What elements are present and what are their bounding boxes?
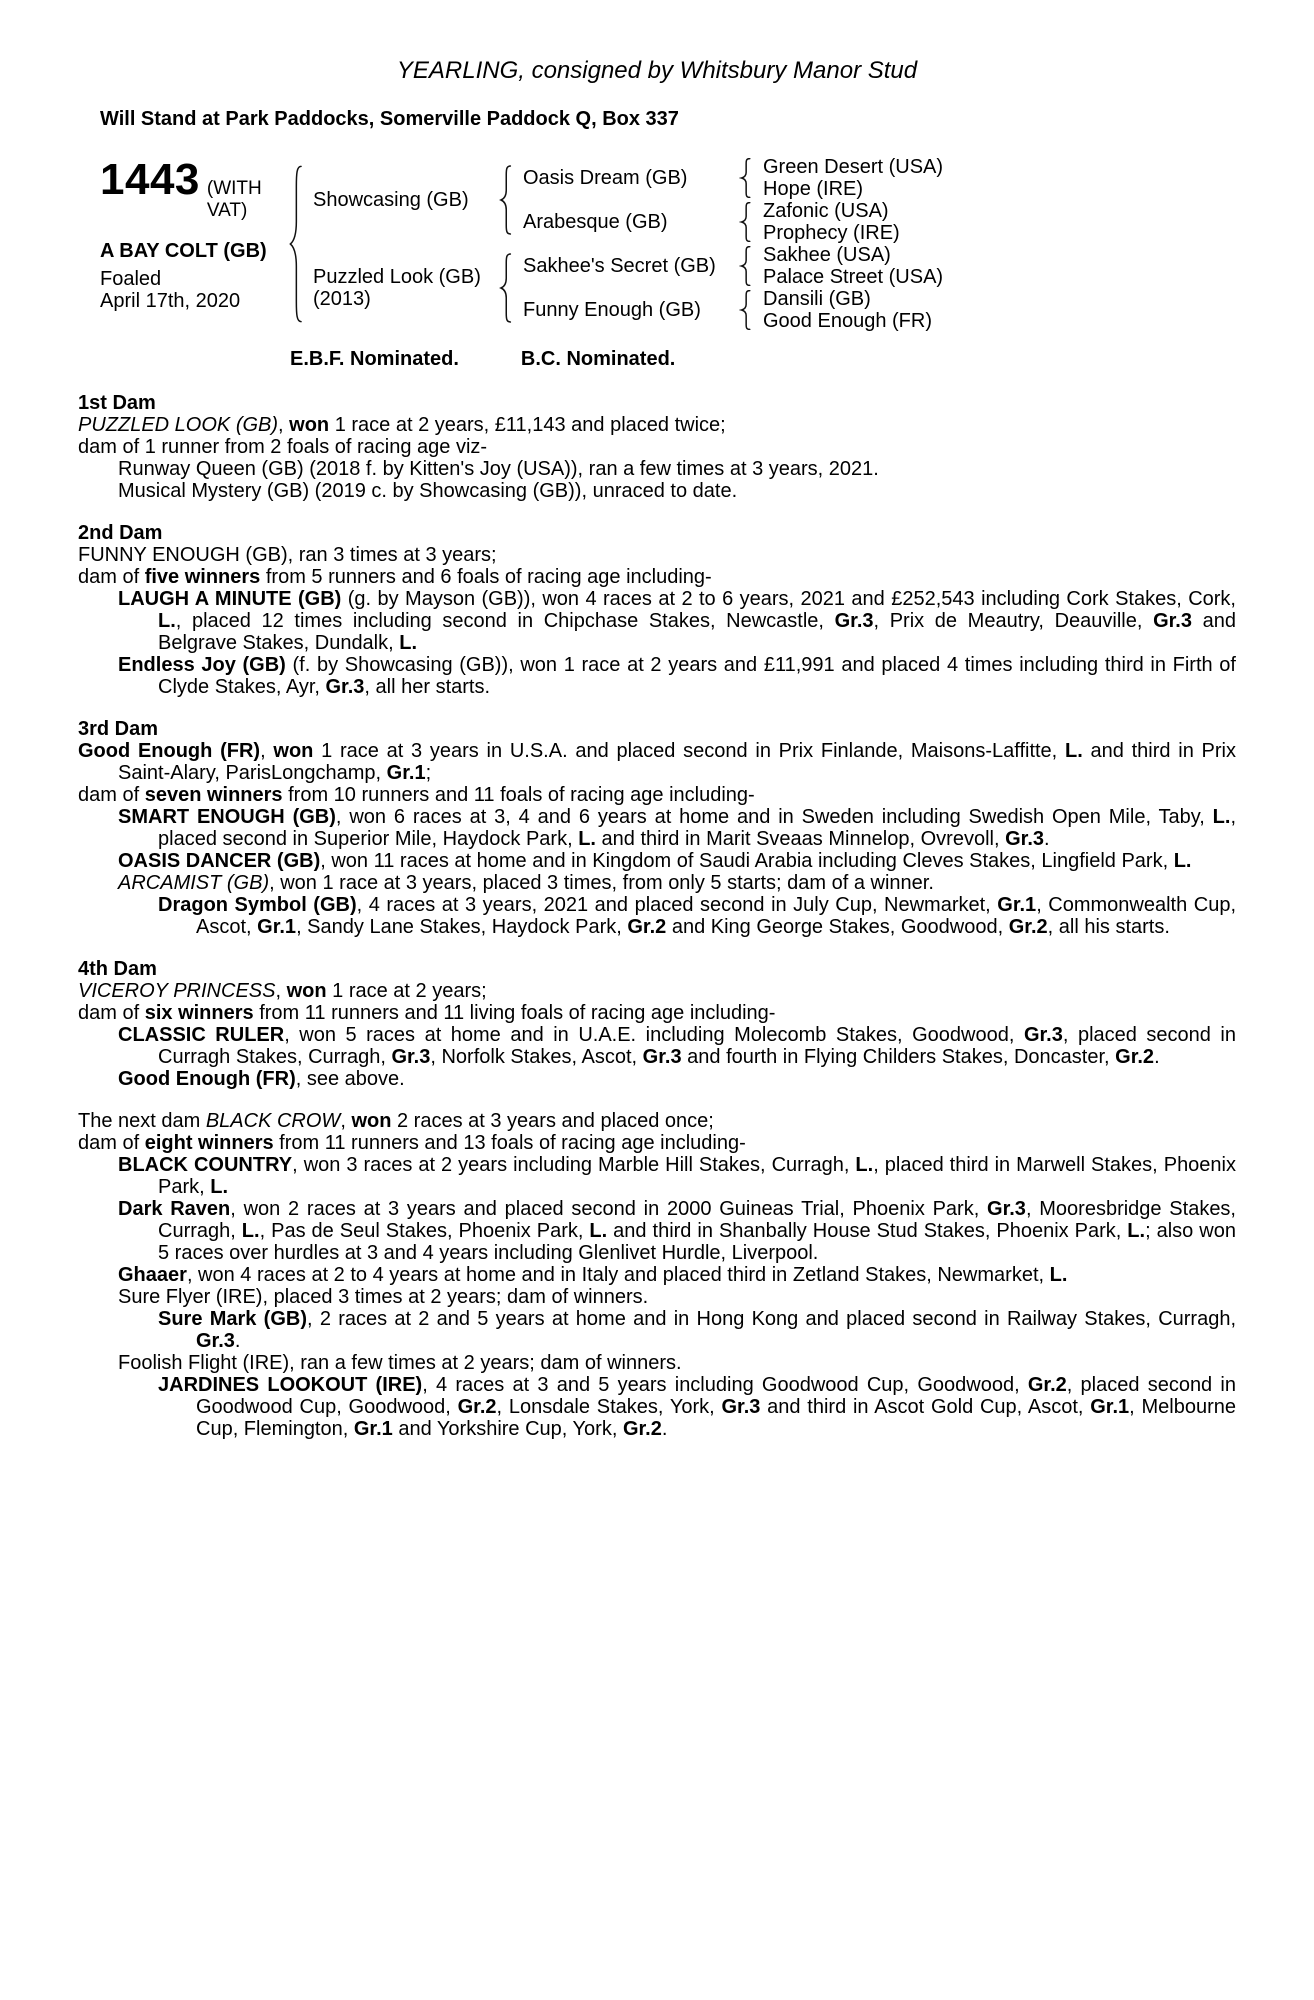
- lot-number-line: [100, 155, 285, 222]
- dam-section: [78, 392, 1236, 502]
- dam-section: [78, 718, 1236, 938]
- brace-icon: [739, 290, 752, 330]
- sire-generation: [495, 156, 943, 244]
- pedigree-paragraph: PUZZLED LOOK (GB), won 1 race at 2 years, £11,143 and placed twice;: [78, 414, 726, 436]
- brace-icon: [739, 202, 752, 242]
- pedigree-paragraph: Foolish Flight (IRE), ran a few times at 2 years; dam of winners.: [118, 1352, 682, 1374]
- pedigree-paragraph: Good Enough (FR), see above.: [118, 1068, 405, 1090]
- sire-dam-dam: Prophecy (IRE): [763, 222, 900, 244]
- pedigree-tree: [285, 156, 943, 332]
- ebf-nominated: E.B.F. Nominated.: [290, 348, 459, 370]
- pedigree-paragraph: BLACK COUNTRY, won 3 races at 2 years including Marble Hill Stakes, Curragh, L., placed third in Marwell Stakes, Phoenix Park, L.: [118, 1154, 1236, 1198]
- foaled-date: April 17th, 2020: [100, 290, 241, 312]
- pedigree-paragraph: dam of 1 runner from 2 foals of racing age viz-: [78, 436, 488, 458]
- dam-heading: 3rd Dam: [78, 718, 159, 740]
- sire-dam-subtree: [515, 200, 943, 244]
- foaled-label: Foaled: [100, 268, 162, 290]
- pedigree-paragraph: CLASSIC RULER, won 5 races at home and in U.A.E. including Molecomb Stakes, Goodwood, Gr.3, placed second in Curragh Stakes, Curragh, Gr.3, Norfolk Stakes, Ascot, Gr.3 and fourth in Flying Childers Stakes, Doncaster, Gr.2.: [118, 1024, 1236, 1068]
- dam-heading: 2nd Dam: [78, 522, 163, 544]
- sire-dam-sire: Zafonic (USA): [763, 200, 889, 222]
- vat-note: (WITH VAT): [206, 178, 262, 221]
- dam-cell: [305, 244, 495, 332]
- sire-sire-cell: [515, 156, 735, 200]
- pedigree-paragraph: Dragon Symbol (GB), 4 races at 3 years, 2021 and placed second in July Cup, Newmarket, Gr.1, Commonwealth Cup, Ascot, Gr.1, Sandy Lane Stakes, Haydock Park, Gr.2 and King George Stakes, Goodwood, Gr.2, all his starts.: [158, 894, 1236, 938]
- dam-name: Puzzled Look (GB): [313, 266, 481, 288]
- sire-name: Showcasing (GB): [313, 189, 469, 211]
- sire-sire-subtree: [515, 156, 943, 200]
- brace-icon: [739, 158, 752, 198]
- dam-section: [78, 958, 1236, 1090]
- pedigree-paragraph: Sure Mark (GB), 2 races at 2 and 5 years at home and in Hong Kong and placed second in Railway Stakes, Curragh, Gr.3.: [158, 1308, 1237, 1352]
- dam-dam-name: Funny Enough (GB): [523, 299, 701, 321]
- dam-heading: 1st Dam: [78, 392, 156, 414]
- pedigree-brace: [735, 288, 755, 332]
- pedigree-paragraph: VICEROY PRINCESS, won 1 race at 2 years;: [78, 980, 487, 1002]
- sire-dam-cell: [515, 200, 735, 244]
- pedigree-brace: [735, 244, 755, 288]
- sire-subtree: [305, 156, 943, 244]
- sire-dam-name: Arabesque (GB): [523, 211, 668, 233]
- pedigree-paragraph: JARDINES LOOKOUT (IRE), 4 races at 3 and 5 years including Goodwood Cup, Goodwood, Gr.2, placed second in Goodwood Cup, Goodwood, Gr.2, Lonsdale Stakes, York, Gr.3 and third in Ascot Gold Cup, Ascot, Gr.1, Melbourne Cup, Flemington, Gr.1 and Yorkshire Cup, York, Gr.2.: [158, 1374, 1236, 1440]
- sire-sire-dam: Hope (IRE): [763, 178, 864, 200]
- pedigree-brace-sire: [495, 156, 515, 244]
- pedigree-paragraph: FUNNY ENOUGH (GB), ran 3 times at 3 years;: [78, 544, 497, 566]
- pedigree-paragraph: Sure Flyer (IRE), placed 3 times at 2 years; dam of winners.: [118, 1286, 649, 1308]
- brace-icon: [287, 164, 304, 324]
- dam-dam-sire: Dansili (GB): [763, 288, 871, 310]
- catalogue-text: [78, 392, 1236, 1440]
- sire-sire-sire: Green Desert (USA): [763, 156, 944, 178]
- pedigree-paragraph: Ghaaer, won 4 races at 2 to 4 years at home and in Italy and placed third in Zetland Stakes, Newmarket, L.: [118, 1264, 1068, 1286]
- pedigree-brace: [735, 156, 755, 200]
- horse-description: A BAY COLT (GB): [100, 240, 267, 262]
- dam-year: (2013): [313, 288, 371, 310]
- pedigree-paragraph: dam of eight winners from 11 runners and 13 foals of racing age including-: [78, 1132, 746, 1154]
- dam-generation: [495, 244, 943, 332]
- pedigree-paragraph: Endless Joy (GB) (f. by Showcasing (GB)), won 1 race at 2 years and £11,991 and placed 4 times including third in Firth of Clyde Stakes, Ayr, Gr.3, all her starts.: [118, 654, 1236, 698]
- pedigree-paragraph: Dark Raven, won 2 races at 3 years and placed second in 2000 Guineas Trial, Phoenix Park, Gr.3, Mooresbridge Stakes, Curragh, L., Pas de Seul Stakes, Phoenix Park, L. and third in Shanbally House Stud Stakes, Phoenix Park, L.; also won 5 races over hurdles at 3 and 4 years including Glenlivet Hurdle, Liverpool.: [118, 1198, 1236, 1264]
- pedigree-paragraph: dam of seven winners from 10 runners and 11 foals of racing age including-: [78, 784, 755, 806]
- dam-dam-cell: [515, 288, 735, 332]
- lot-info: [100, 156, 285, 332]
- pedigree-paragraph: Runway Queen (GB) (2018 f. by Kitten's Joy (USA)), ran a few times at 3 years, 2021.: [118, 458, 879, 480]
- dam-heading: 4th Dam: [78, 958, 157, 980]
- parents-column: [305, 156, 943, 332]
- dam-subtree: [305, 244, 943, 332]
- brace-icon: [498, 165, 513, 235]
- dam-sire-dam: Palace Street (USA): [763, 266, 944, 288]
- pedigree-paragraph: dam of six winners from 11 runners and 11 living foals of racing age including-: [78, 1002, 776, 1024]
- dam-sire-subtree: [515, 244, 943, 288]
- sire-cell: [305, 156, 495, 244]
- pedigree-paragraph: OASIS DANCER (GB), won 11 races at home and in Kingdom of Saudi Arabia including Cleves Stakes, Lingfield Park, L.: [118, 850, 1192, 872]
- dam-sire-name: Sakhee's Secret (GB): [523, 255, 716, 277]
- pedigree-brace-dam: [495, 244, 515, 332]
- pedigree-paragraph: LAUGH A MINUTE (GB) (g. by Mayson (GB)), won 4 races at 2 to 6 years, 2021 and £252,543 including Cork Stakes, Cork, L., placed 12 times including second in Chipchase Stakes, Newcastle, Gr.3, Prix de Meautry, Deauville, Gr.3 and Belgrave Stakes, Dundalk, L.: [118, 588, 1236, 654]
- page-title: YEARLING, consigned by Whitsbury Manor Stud: [396, 57, 918, 84]
- brace-icon: [739, 246, 752, 286]
- pedigree-brace: [735, 200, 755, 244]
- nominations: [290, 348, 1236, 370]
- bc-nominated: B.C. Nominated.: [520, 348, 676, 370]
- dam-sire-cell: [515, 244, 735, 288]
- pedigree-paragraph: Musical Mystery (GB) (2019 c. by Showcasing (GB)), unraced to date.: [118, 480, 738, 502]
- pedigree-brace-root: [285, 156, 305, 332]
- dam-sire-sire: Sakhee (USA): [763, 244, 891, 266]
- dam-section: [78, 1110, 1236, 1440]
- stand-location: Will Stand at Park Paddocks, Somerville Paddock Q, Box 337: [100, 108, 679, 130]
- pedigree-paragraph: SMART ENOUGH (GB), won 6 races at 3, 4 and 6 years at home and in Sweden including Swedish Open Mile, Taby, L., placed second in Superior Mile, Haydock Park, L. and third in Marit Sveaas Minnelop, Ovrevoll, Gr.3.: [118, 806, 1237, 850]
- pedigree-paragraph: dam of five winners from 5 runners and 6 foals of racing age including-: [78, 566, 712, 588]
- dam-section: [78, 522, 1236, 698]
- pedigree-block: [100, 156, 1236, 332]
- sire-sire-name: Oasis Dream (GB): [523, 167, 688, 189]
- pedigree-paragraph: ARCAMIST (GB), won 1 race at 3 years, placed 3 times, from only 5 starts; dam of a winner.: [118, 872, 934, 894]
- brace-icon: [498, 253, 513, 323]
- pedigree-paragraph: Good Enough (FR), won 1 race at 3 years in U.S.A. and placed second in Prix Finlande, Maisons-Laffitte, L. and third in Prix Saint-Alary, ParisLongchamp, Gr.1;: [78, 740, 1236, 784]
- dam-dam-subtree: [515, 288, 943, 332]
- pedigree-paragraph: The next dam BLACK CROW, won 2 races at 3 years and placed once;: [78, 1110, 714, 1132]
- lot-number: 1443: [100, 155, 200, 204]
- dam-dam-dam: Good Enough (FR): [763, 310, 932, 332]
